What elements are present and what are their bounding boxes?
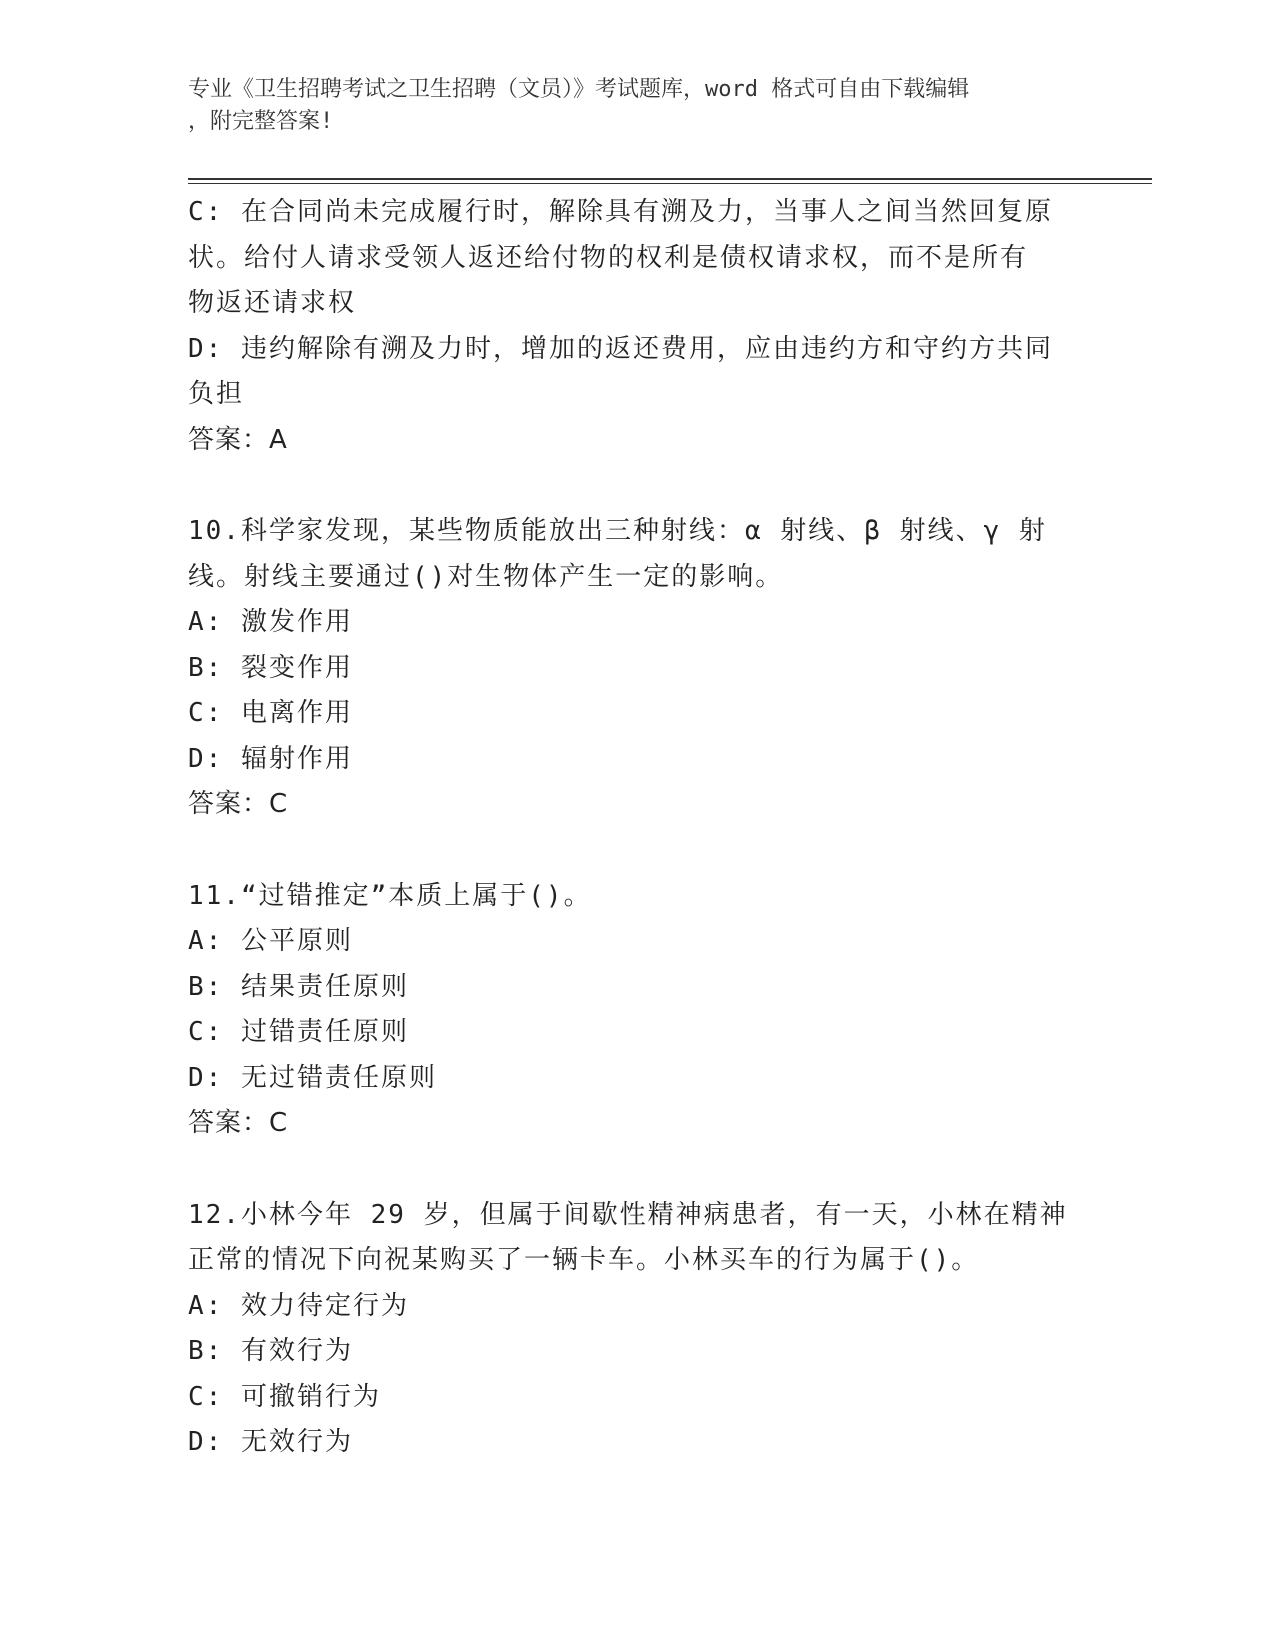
question-12 (188, 1193, 1078, 1466)
question-9-continuation (188, 190, 1078, 463)
answer: 答案：A (188, 424, 288, 455)
option-a: A: 公平原则 (188, 926, 353, 956)
option-c: C: 可撤销行为 (188, 1381, 381, 1412)
question-stem-cont: 正常的情况下向祝某购买了一辆卡车。小林买车的行为属于()。 (188, 1245, 980, 1275)
option-d: D: 违约解除有溯及力时，增加的返还费用，应由违约方和守约方共同 (188, 333, 1053, 364)
option-d: D: 无过错责任原则 (188, 1062, 437, 1093)
option-a: A: 效力待定行为 (188, 1290, 409, 1321)
document-header (188, 74, 1068, 138)
question-stem: 12.小林今年 29 岁，但属于间歇性精神病患者，有一天，小林在精神 (188, 1199, 1068, 1230)
question-10 (188, 509, 1078, 828)
question-stem: 11.“过错推定”本质上属于()。 (188, 880, 592, 911)
header-line-2: ，附完整答案! (188, 109, 334, 134)
option-d: D: 辐射作用 (188, 743, 353, 774)
option-b: B: 裂变作用 (188, 652, 353, 683)
option-c: C: 过错责任原则 (188, 1017, 409, 1047)
option-c-cont: 物返还请求权 (188, 288, 357, 318)
question-stem: 10.科学家发现，某些物质能放出三种射线：α 射线、β 射线、γ 射 (188, 516, 1047, 546)
question-stem-cont: 线。射线主要通过()对生物体产生一定的影响。 (188, 561, 784, 592)
question-11 (188, 874, 1078, 1147)
header-line-1: 专业《卫生招聘考试之卫生招聘（文员）》考试题库，word 格式可自由下载编辑 (188, 77, 970, 102)
option-c-cont: 状。给付人请求受领人返还给付物的权利是债权请求权，而不是所有 (188, 242, 1029, 273)
answer: 答案：C (188, 789, 289, 819)
option-d-cont: 负担 (188, 379, 245, 409)
option-d: D: 无效行为 (188, 1427, 353, 1457)
header-divider-thin (188, 183, 1152, 184)
question-content (188, 190, 1078, 1466)
header-divider-thick (188, 178, 1152, 180)
option-a: A: 激发作用 (188, 607, 353, 637)
option-b: B: 结果责任原则 (188, 971, 409, 1002)
answer: 答案：C (188, 1108, 289, 1138)
option-b: B: 有效行为 (188, 1336, 353, 1366)
option-c: C: 电离作用 (188, 698, 353, 728)
option-c: C: 在合同尚未完成履行时，解除具有溯及力，当事人之间当然回复原 (188, 197, 1053, 227)
